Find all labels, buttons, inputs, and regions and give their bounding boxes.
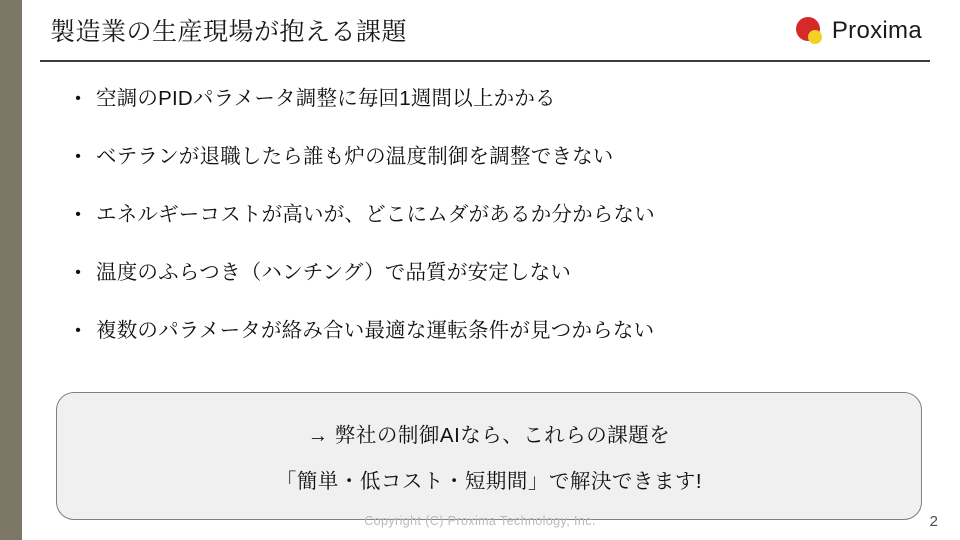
list-item xyxy=(60,200,920,258)
left-accent-bar xyxy=(0,0,22,540)
list-item xyxy=(60,316,920,374)
bullet-icon: • xyxy=(75,148,81,165)
bullet-icon: • xyxy=(75,322,81,339)
bullet-list xyxy=(60,84,920,374)
logo-circle-yellow-icon xyxy=(808,30,822,44)
proxima-logo-icon xyxy=(794,16,824,46)
bullet-icon: • xyxy=(75,90,81,107)
list-item-label: 複数のパラメータが絡み合い最適な運転条件が見つからない xyxy=(96,319,655,342)
brand-name: Proxima xyxy=(831,17,922,44)
callout-line-2: 「簡単・低コスト・短期間」で解決できます! xyxy=(275,470,703,493)
header-divider xyxy=(40,60,930,62)
list-item-label: 温度のふらつき（ハンチング）で品質が安定しない xyxy=(96,261,572,284)
left-accent-bar-gap xyxy=(22,0,32,540)
bullet-icon: • xyxy=(75,264,81,281)
list-item-label: ベテランが退職したら誰も炉の温度制御を調整できない xyxy=(96,145,614,168)
callout-line-1: → 弊社の制御AIなら、これらの課題を xyxy=(307,424,671,447)
brand-logo xyxy=(794,12,922,50)
list-item xyxy=(60,258,920,316)
list-item-label: 空調のPIDパラメータ調整に毎回1週間以上かかる xyxy=(96,87,556,110)
copyright-text: Copyright (C) Proxima Technology, Inc. xyxy=(364,514,596,528)
page-number: 2 xyxy=(929,513,938,530)
callout-box xyxy=(56,392,922,520)
list-item xyxy=(60,84,920,142)
list-item-label: エネルギーコストが高いが、どこにムダがあるか分からない xyxy=(96,203,655,226)
bullet-icon: • xyxy=(75,206,81,223)
list-item xyxy=(60,142,920,200)
page-title: 製造業の生産現場が抱える課題 xyxy=(50,18,408,46)
